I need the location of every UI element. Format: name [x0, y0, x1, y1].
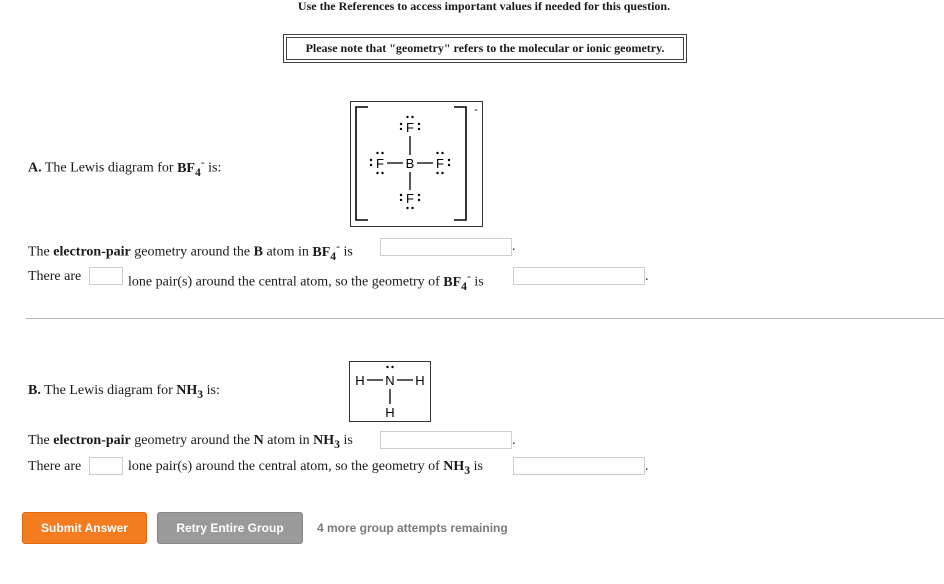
bf4-lewis-diagram [350, 101, 483, 227]
left-bracket [356, 107, 368, 220]
central-nitrogen: N [385, 373, 395, 388]
nh3-lewis-diagram [349, 361, 431, 422]
nh3-molecular-geometry-input[interactable] [513, 457, 645, 475]
part-b-prefix: B. [28, 383, 41, 398]
period: . [512, 239, 516, 254]
part-a-formula-charge: - [200, 156, 205, 169]
retry-entire-group-button[interactable]: Retry Entire Group [157, 512, 303, 544]
part-b-label-text: The Lewis diagram for [44, 383, 177, 398]
bf4-lone-pairs-input[interactable] [89, 267, 123, 285]
bf4-electron-pair-geometry-input[interactable] [380, 238, 512, 256]
part-b-label [28, 383, 220, 403]
period: . [645, 269, 649, 284]
geometry-note-box [283, 34, 687, 63]
nitrogen-lone-pair [386, 366, 393, 368]
right-fluorine: F [436, 156, 444, 171]
part-b-q1-text: The electron-pair geometry around the N atom in $NH_3$ is [28, 433, 353, 451]
left-fluorine: F [376, 156, 384, 171]
bottom-hydrogen: H [385, 405, 395, 420]
part-a-formula: $BF_4$ [177, 160, 201, 179]
period: . [645, 459, 649, 474]
right-bracket [454, 107, 466, 220]
bf4-lewis-svg [351, 102, 482, 226]
nh3-lone-pairs-input[interactable] [89, 457, 123, 475]
central-boron: B [405, 156, 415, 171]
part-b-q2-text: lone pair(s) around the central atom, so the geometry of $NH_3$ is [128, 459, 483, 477]
nh3-lewis-svg [350, 362, 430, 421]
references-notice: Use the References to access important values if needed for this question. [297, 0, 671, 13]
part-b-label-suffix: is: [203, 383, 220, 398]
part-a-q2-pre: There are [28, 269, 82, 284]
section-divider [26, 318, 944, 319]
bottom-fluorine: F [406, 191, 414, 206]
geometry-note-text: Please note that "geometry" refers to the molecular or ionic geometry. [286, 37, 684, 60]
part-a-q2-text: lone pair(s) around the central atom, so the geometry of $BF_4^-$ is [128, 270, 484, 293]
submit-answer-button[interactable]: Submit Answer [22, 512, 147, 544]
part-a-label-text: The Lewis diagram for [44, 160, 178, 176]
bf4-molecular-geometry-input[interactable] [513, 267, 645, 285]
right-hydrogen: H [415, 373, 425, 388]
nh3-electron-pair-geometry-input[interactable] [380, 431, 512, 449]
period: . [512, 433, 516, 448]
part-b-formula: $NH_3$ [176, 383, 204, 401]
part-a-prefix: A. [28, 160, 42, 176]
attempts-remaining-text: 4 more group attempts remaining [317, 521, 508, 535]
part-a-label [28, 155, 221, 180]
left-hydrogen: H [355, 373, 365, 388]
top-fluorine: F [406, 120, 414, 135]
part-a-q1-text: The electron-pair geometry around the B atom in $BF_4^-$ is [28, 240, 353, 263]
part-b-q2-pre: There are [28, 459, 82, 474]
part-a-label-suffix: is: [204, 160, 222, 176]
bf4-charge: - [474, 104, 478, 116]
